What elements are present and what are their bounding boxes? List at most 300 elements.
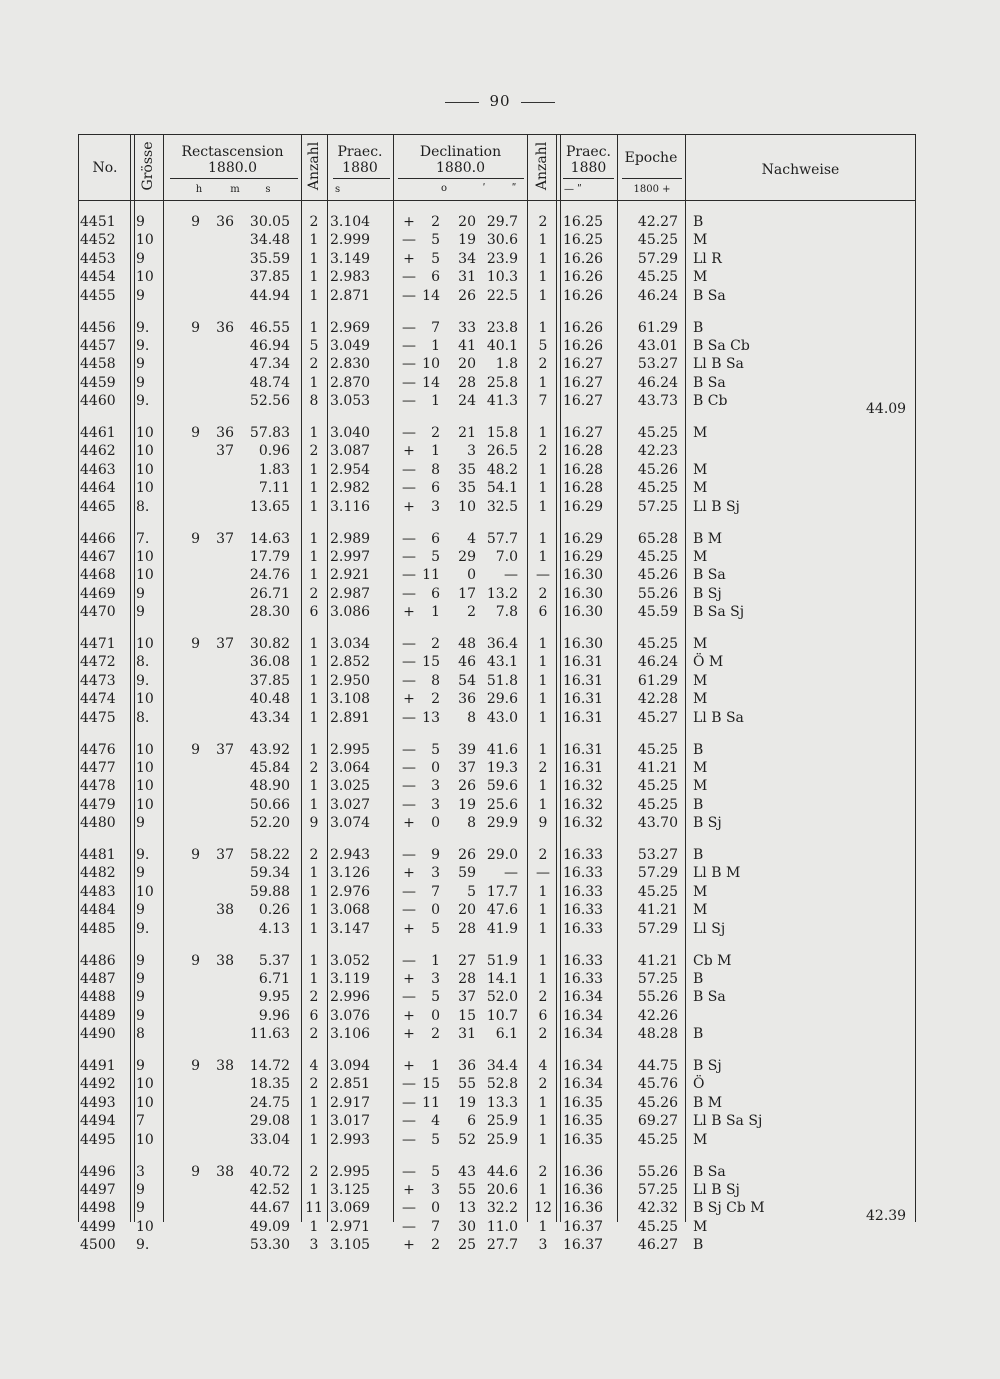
cell-ra-s: 52.20 (249, 815, 290, 832)
table-row (0, 742, 1000, 759)
cell-ra-h: 9 (191, 636, 200, 652)
cell-praec-2: 16.31 (563, 691, 604, 708)
header-praec1-title: Praec. (337, 144, 383, 160)
cell-nachweise: Ll B Sj (693, 1181, 740, 1198)
table-row (0, 269, 1000, 286)
cell-groesse: 9 (136, 287, 145, 304)
cell-nachweise: M (693, 883, 708, 900)
cell-decl-sign: + (403, 443, 415, 460)
cell-no: 4463 (80, 461, 116, 478)
cell-anzahl-2: 1 (538, 269, 548, 286)
cell-anzahl-2: 1 (538, 920, 548, 937)
cell-ra-s: 43.34 (249, 709, 290, 726)
cell-praec-1: 2.995 (330, 741, 371, 758)
cell-praec-1: 3.149 (330, 250, 371, 267)
cell-anzahl-2: 2 (538, 1026, 548, 1043)
cell-decl-sign: — (402, 393, 416, 410)
cell-no: 4465 (80, 498, 116, 515)
header-ra-title: Rectascension (181, 144, 284, 160)
cell-decl-sec: 25.9 (486, 1131, 518, 1148)
cell-ra-m: 37 (216, 443, 234, 460)
table-row (0, 847, 1000, 864)
cell-praec-1: 3.119 (330, 970, 371, 987)
cell-decl-min: 41 (458, 337, 476, 354)
cell-ra-h: 9 (191, 952, 200, 969)
cell-decl-deg: 3 (431, 865, 440, 882)
cell-decl-deg: 14 (422, 374, 440, 391)
cell-ra-s: 0.96 (258, 443, 290, 460)
cell-decl-sign: — (402, 356, 416, 373)
cell-no: 4472 (80, 654, 116, 671)
cell-praec-1: 2.943 (330, 847, 371, 863)
cell-praec-1: 3.086 (330, 604, 371, 621)
cell-decl-sign: — (402, 672, 416, 689)
cell-decl-sign: — (402, 989, 416, 1006)
cell-epoche: 45.25 (637, 425, 678, 441)
cell-decl-sign: — (402, 1131, 416, 1148)
cell-groesse: 9. (136, 393, 150, 410)
table-row (0, 778, 1000, 795)
cell-nachweise: Ll B M (693, 865, 741, 882)
cell-decl-min: 35 (458, 480, 476, 497)
cell-decl-min: 35 (458, 461, 476, 478)
cell-praec-1: 2.969 (330, 319, 371, 336)
cell-anzahl-2: 1 (538, 672, 548, 689)
cell-decl-deg: 1 (431, 393, 440, 410)
cell-decl-deg: 3 (431, 796, 440, 813)
cell-groesse: 9 (136, 1200, 145, 1217)
cell-groesse: 10 (136, 232, 154, 249)
cell-anzahl-2: 12 (534, 1200, 552, 1217)
cell-praec-2: 16.27 (563, 425, 604, 441)
dash-left (445, 102, 479, 103)
cell-anzahl-1: 1 (309, 269, 319, 286)
cell-groesse: 9 (136, 585, 145, 602)
cell-praec-1: 3.125 (330, 1181, 371, 1198)
cell-decl-deg: 15 (422, 1076, 440, 1093)
cell-decl-deg: 11 (422, 1094, 440, 1111)
cell-praec-1: 3.053 (330, 393, 371, 410)
cell-groesse: 10 (136, 480, 154, 497)
cell-epoche: 69.27 (637, 1113, 678, 1130)
table-row (0, 884, 1000, 901)
cell-decl-sec: 7.0 (495, 548, 518, 565)
cell-anzahl-2: 6 (538, 1007, 548, 1024)
cell-ra-s: 43.92 (249, 741, 290, 758)
cell-praec-2: 16.36 (563, 1200, 604, 1217)
cell-ra-s: 48.90 (249, 778, 290, 795)
cell-decl-sec: 11.0 (486, 1218, 518, 1235)
cell-anzahl-2: 1 (538, 250, 548, 267)
cell-decl-sign: — (402, 778, 416, 795)
cell-epoche: 45.25 (637, 636, 678, 652)
cell-ra-s: 33.04 (249, 1131, 290, 1148)
cell-praec-1: 3.076 (330, 1007, 371, 1024)
decl-sub-line (398, 178, 524, 179)
cell-groesse: 8. (136, 709, 150, 726)
cell-no: 4493 (80, 1094, 116, 1111)
cell-decl-sec: 54.1 (486, 480, 518, 497)
cell-ra-s: 29.08 (249, 1113, 290, 1130)
cell-praec-1: 3.074 (330, 815, 371, 832)
cell-nachweise: M (693, 636, 708, 652)
cell-groesse: 9 (136, 902, 145, 919)
cell-epoche: 46.24 (637, 287, 678, 304)
cell-nachweise: M (693, 425, 708, 441)
cell-praec-1: 3.034 (330, 636, 371, 652)
table-row (0, 1164, 1000, 1181)
cell-nachweise: Ö (693, 1076, 705, 1093)
table-row (0, 480, 1000, 497)
cell-no: 4480 (80, 815, 116, 832)
cell-decl-sign: — (402, 952, 416, 969)
cell-decl-sign: — (402, 847, 416, 863)
cell-ra-s: 36.08 (249, 654, 290, 671)
cell-nachweise: M (693, 672, 708, 689)
cell-anzahl-1: 1 (309, 1131, 319, 1148)
cell-decl-deg: 5 (431, 232, 440, 249)
cell-anzahl-2: 1 (538, 425, 548, 441)
cell-decl-sec: 1.8 (495, 356, 518, 373)
cell-decl-min: 39 (458, 741, 476, 758)
cell-decl-sec: 13.2 (486, 585, 518, 602)
cell-ra-s: 47.34 (249, 356, 290, 373)
cell-ra-s: 28.30 (249, 604, 290, 621)
cell-epoche: 42.23 (637, 443, 678, 460)
cell-decl-min: 28 (458, 970, 476, 987)
cell-no: 4490 (80, 1026, 116, 1043)
cell-praec-2: 16.26 (563, 250, 604, 267)
cell-epoche: 45.25 (637, 1131, 678, 1148)
cell-praec-2: 16.31 (563, 709, 604, 726)
cell-praec-1: 2.989 (330, 530, 371, 547)
cell-praec-2: 16.31 (563, 672, 604, 689)
cell-decl-deg: 2 (431, 691, 440, 708)
cell-groesse: 7. (136, 530, 150, 547)
cell-decl-min: 27 (458, 952, 476, 969)
cell-groesse: 9 (136, 250, 145, 267)
cell-decl-deg: 3 (431, 1181, 440, 1198)
cell-anzahl-2: 1 (538, 232, 548, 249)
table-row (0, 921, 1000, 938)
cell-decl-deg: 5 (431, 741, 440, 758)
cell-epoche: 41.21 (637, 952, 678, 969)
cell-ra-s: 59.34 (249, 865, 290, 882)
cell-epoche: 46.24 (637, 654, 678, 671)
cell-decl-min: 55 (458, 1076, 476, 1093)
cell-decl-sec: 10.7 (486, 1007, 518, 1024)
cell-nachweise: B Cb (693, 393, 728, 410)
cell-groesse: 9. (136, 847, 150, 863)
cell-decl-deg: 15 (422, 654, 440, 671)
cell-praec-2: 16.33 (563, 847, 604, 863)
cell-decl-deg: 5 (431, 1163, 440, 1180)
cell-decl-min: 55 (458, 1181, 476, 1198)
cell-anzahl-1: 3 (309, 1237, 319, 1254)
cell-no: 4498 (80, 1200, 116, 1217)
cell-decl-min: 19 (458, 232, 476, 249)
cell-ra-s: 17.79 (249, 548, 290, 565)
cell-decl-min: 30 (458, 1218, 476, 1235)
cell-anzahl-1: 1 (309, 530, 319, 547)
cell-ra-s: 4.13 (258, 920, 290, 937)
cell-nachweise: B (693, 970, 704, 987)
table-row (0, 1008, 1000, 1025)
table-row (0, 1200, 1000, 1217)
cell-anzahl-1: 2 (309, 1026, 319, 1043)
cell-anzahl-1: 1 (309, 232, 319, 249)
cell-decl-min: 28 (458, 920, 476, 937)
cell-ra-s: 14.72 (249, 1058, 290, 1074)
cell-no: 4500 (80, 1237, 116, 1254)
cell-ra-s: 42.52 (249, 1181, 290, 1198)
table-row (0, 797, 1000, 814)
cell-decl-min: 43 (458, 1163, 476, 1180)
cell-groesse: 9. (136, 337, 150, 354)
cell-praec-1: 2.982 (330, 480, 371, 497)
header-praec2-year: 1880 (570, 160, 607, 176)
cell-groesse: 10 (136, 778, 154, 795)
cell-anzahl-1: 1 (309, 374, 319, 391)
ra-unit-m: m (230, 184, 240, 195)
cell-praec-1: 2.891 (330, 709, 371, 726)
cell-anzahl-2: 1 (538, 952, 548, 969)
cell-nachweise: Ll R (693, 250, 722, 267)
table-row (0, 425, 1000, 442)
cell-decl-sign: — (402, 1163, 416, 1180)
cell-ra-m: 37 (216, 636, 234, 652)
cell-decl-min: 33 (458, 319, 476, 336)
header-nachweise: Nachweise (761, 162, 840, 178)
cell-no: 4473 (80, 672, 116, 689)
cell-anzahl-1: 1 (309, 548, 319, 565)
cell-praec-2: 16.33 (563, 952, 604, 969)
table-row (0, 636, 1000, 653)
cell-epoche: 45.25 (637, 883, 678, 900)
cell-no: 4466 (80, 530, 116, 547)
cell-decl-sign: — (402, 741, 416, 758)
cell-anzahl-1: 2 (309, 759, 319, 776)
cell-anzahl-2: 7 (538, 393, 548, 410)
cell-ra-s: 46.55 (249, 319, 290, 336)
cell-decl-sign: + (403, 1237, 415, 1254)
cell-decl-min: 48 (458, 636, 476, 652)
cell-ra-s: 44.94 (249, 287, 290, 304)
cell-praec-1: 2.954 (330, 461, 371, 478)
cell-decl-sign: + (403, 250, 415, 267)
cell-decl-sec: — (504, 567, 518, 584)
cell-praec-1: 3.126 (330, 865, 371, 882)
cell-decl-deg: 10 (422, 356, 440, 373)
table-row (0, 531, 1000, 548)
cell-decl-sign: — (402, 585, 416, 602)
cell-decl-sec: 52.8 (486, 1076, 518, 1093)
cell-groesse: 10 (136, 741, 154, 758)
cell-no: 4462 (80, 443, 116, 460)
cell-decl-sec: 6.1 (495, 1026, 518, 1043)
cell-anzahl-1: 1 (309, 778, 319, 795)
cell-groesse: 10 (136, 269, 154, 286)
cell-anzahl-1: 1 (309, 1094, 319, 1111)
cell-decl-min: 37 (458, 989, 476, 1006)
cell-epoche: 45.26 (637, 567, 678, 584)
cell-nachweise: Cb M (693, 952, 732, 969)
cell-decl-sign: + (403, 1026, 415, 1043)
cell-ra-s: 44.67 (249, 1200, 290, 1217)
cell-ra-h: 9 (191, 847, 200, 863)
cell-ra-m: 36 (216, 319, 234, 336)
cell-decl-sec: 44.6 (486, 1163, 518, 1180)
margin-note: 42.39 (866, 1208, 907, 1225)
cell-anzahl-1: 1 (309, 461, 319, 478)
cell-groesse: 9. (136, 672, 150, 689)
cell-ra-s: 24.76 (249, 567, 290, 584)
cell-praec-2: 16.29 (563, 548, 604, 565)
cell-no: 4489 (80, 1007, 116, 1024)
cell-anzahl-1: 1 (309, 425, 319, 441)
cell-anzahl-2: 4 (538, 1058, 548, 1074)
cell-decl-sec: 29.9 (486, 815, 518, 832)
cell-decl-sign: + (403, 691, 415, 708)
cell-epoche: 42.32 (637, 1200, 678, 1217)
cell-anzahl-2: 1 (538, 374, 548, 391)
cell-praec-2: 16.33 (563, 920, 604, 937)
cell-groesse: 9 (136, 604, 145, 621)
ra-unit-h: h (195, 184, 203, 195)
cell-groesse: 10 (136, 1218, 154, 1235)
cell-praec-1: 3.105 (330, 1237, 371, 1254)
cell-decl-sign: — (402, 902, 416, 919)
cell-decl-min: 54 (458, 672, 476, 689)
cell-decl-sign: — (402, 567, 416, 584)
cell-praec-2: 16.28 (563, 461, 604, 478)
cell-nachweise: B M (693, 530, 723, 547)
cell-no: 4452 (80, 232, 116, 249)
praec2-unit: — ʺ (564, 184, 582, 195)
cell-anzahl-1: 1 (309, 250, 319, 267)
cell-anzahl-1: 1 (309, 1181, 319, 1198)
cell-decl-sec: 48.2 (486, 461, 518, 478)
cell-anzahl-2: 1 (538, 319, 548, 336)
cell-praec-1: 3.025 (330, 778, 371, 795)
cell-ra-h: 9 (191, 319, 200, 336)
cell-nachweise: M (693, 1131, 708, 1148)
cell-praec-2: 16.27 (563, 374, 604, 391)
cell-decl-sec: — (504, 865, 518, 882)
cell-decl-deg: 0 (431, 1200, 440, 1217)
cell-epoche: 57.29 (637, 920, 678, 937)
table-row (0, 673, 1000, 690)
cell-groesse: 9. (136, 1237, 150, 1254)
cell-decl-deg: 3 (431, 498, 440, 515)
cell-praec-2: 16.27 (563, 393, 604, 410)
cell-praec-1: 3.049 (330, 337, 371, 354)
table-row (0, 953, 1000, 970)
cell-epoche: 45.25 (637, 480, 678, 497)
cell-no: 4459 (80, 374, 116, 391)
cell-epoche: 46.24 (637, 374, 678, 391)
cell-praec-2: 16.31 (563, 654, 604, 671)
cell-decl-deg: 2 (431, 636, 440, 652)
cell-decl-deg: 1 (431, 337, 440, 354)
cell-praec-1: 2.997 (330, 548, 371, 565)
cell-anzahl-1: 1 (309, 498, 319, 515)
cell-praec-2: 16.32 (563, 815, 604, 832)
cell-praec-1: 2.950 (330, 672, 371, 689)
cell-anzahl-2: 1 (538, 461, 548, 478)
table-row (0, 1237, 1000, 1254)
cell-decl-sec: 51.8 (486, 672, 518, 689)
cell-decl-deg: 14 (422, 287, 440, 304)
cell-nachweise: Ll B Sa (693, 356, 744, 373)
header-praec2-title: Praec. (565, 144, 612, 160)
cell-praec-2: 16.30 (563, 604, 604, 621)
table-row (0, 760, 1000, 777)
cell-decl-min: 31 (458, 269, 476, 286)
cell-ra-s: 7.11 (258, 480, 290, 497)
cell-decl-sign: — (402, 796, 416, 813)
cell-anzahl-2: 1 (538, 1131, 548, 1148)
cell-epoche: 41.21 (637, 902, 678, 919)
table-row (0, 214, 1000, 231)
cell-ra-s: 6.71 (258, 970, 290, 987)
cell-decl-sign: — (402, 548, 416, 565)
cell-ra-s: 24.75 (249, 1094, 290, 1111)
cell-decl-sign: + (403, 214, 415, 230)
cell-decl-deg: 6 (431, 585, 440, 602)
cell-anzahl-1: 11 (305, 1200, 323, 1217)
table-row (0, 1058, 1000, 1075)
cell-anzahl-2: 1 (538, 1181, 548, 1198)
cell-decl-min: 15 (458, 1007, 476, 1024)
header-anzahl-2: Anzahl (534, 141, 550, 191)
decl-unit-sec: ʺ (511, 183, 517, 194)
cell-nachweise: M (693, 759, 708, 776)
cell-decl-sec: 17.7 (486, 883, 518, 900)
cell-no: 4477 (80, 759, 116, 776)
cell-praec-2: 16.34 (563, 1026, 604, 1043)
cell-ra-m: 36 (216, 214, 234, 230)
table-row (0, 393, 1000, 410)
cell-no: 4467 (80, 548, 116, 565)
cell-nachweise: B M (693, 1094, 723, 1111)
cell-groesse: 9 (136, 865, 145, 882)
cell-anzahl-2: 9 (538, 815, 548, 832)
cell-decl-sec: 51.9 (486, 952, 518, 969)
cell-nachweise: B (693, 1026, 704, 1043)
cell-anzahl-1: 1 (309, 1113, 319, 1130)
cell-decl-sec: 20.6 (486, 1181, 518, 1198)
cell-anzahl-2: 2 (538, 989, 548, 1006)
cell-ra-h: 9 (191, 741, 200, 758)
cell-anzahl-2: 1 (538, 883, 548, 900)
cell-decl-min: 17 (458, 585, 476, 602)
cell-ra-h: 9 (191, 530, 200, 547)
header-bottom-line (78, 200, 915, 201)
cell-praec-1: 3.064 (330, 759, 371, 776)
cell-decl-deg: 1 (431, 1058, 440, 1074)
cell-decl-min: 4 (467, 530, 476, 547)
table-row (0, 356, 1000, 373)
cell-nachweise: M (693, 232, 708, 249)
cell-decl-min: 20 (458, 214, 476, 230)
cell-no: 4470 (80, 604, 116, 621)
cell-nachweise: B (693, 319, 704, 336)
cell-praec-1: 3.147 (330, 920, 371, 937)
cell-anzahl-1: 6 (309, 1007, 319, 1024)
cell-no: 4476 (80, 741, 116, 758)
cell-decl-deg: 6 (431, 530, 440, 547)
